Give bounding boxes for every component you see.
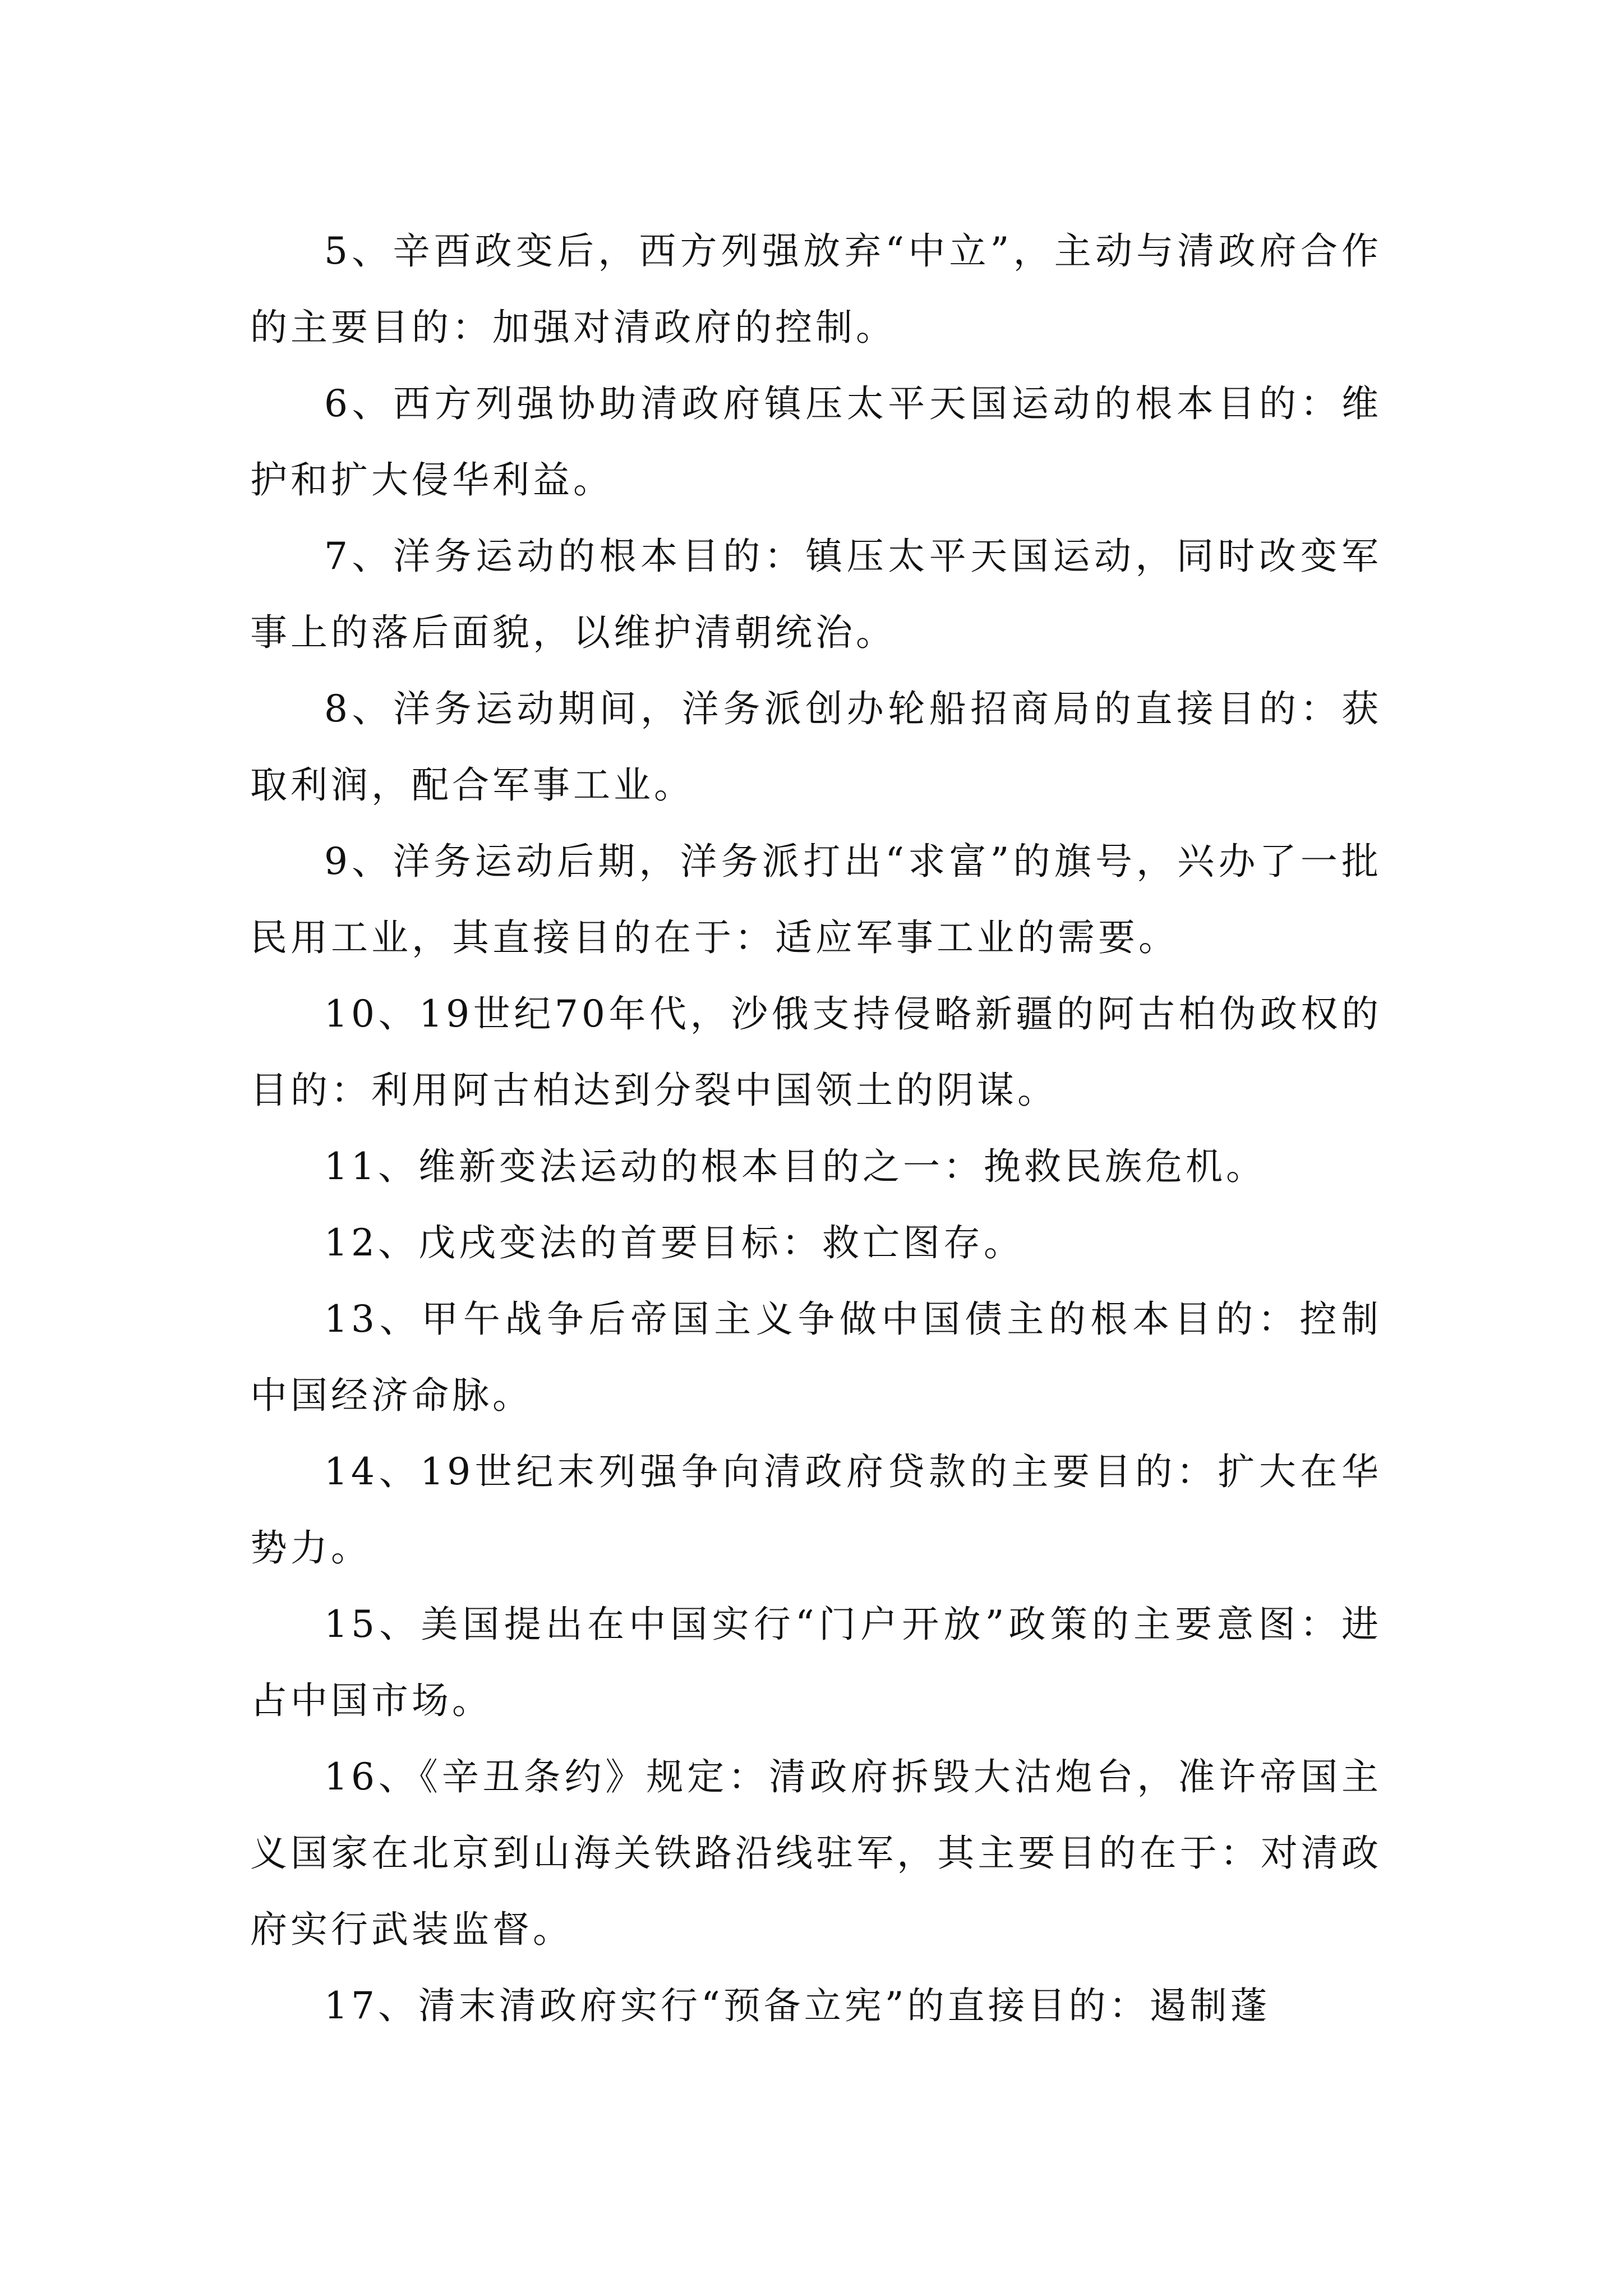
paragraph-5: 5、辛酉政变后，西方列强放弃“中立”，主动与清政府合作的主要目的：加强对清政府的控制。	[250, 229, 1382, 349]
paragraph-12: 12、戊戌变法的首要目标：救亡图存。	[324, 1221, 1024, 1264]
paragraph-16: 16、《辛丑条约》规定：清政府拆毁大沽炮台，准许帝国主义国家在北京到山海关铁路沿线驻军，其主要目的在于：对清政府实行武装监督。	[250, 1755, 1382, 1951]
paragraph-14: 14、19世纪末列强争向清政府贷款的主要目的：扩大在华势力。	[250, 1450, 1382, 1570]
paragraph-7: 7、洋务运动的根本目的：镇压太平天国运动，同时改变军事上的落后面貌，以维护清朝统治。	[250, 535, 1382, 654]
document-body	[250, 213, 1382, 2044]
paragraph-17: 17、清末清政府实行“预备立宪”的直接目的：遏制蓬	[324, 1984, 1271, 2027]
paragraph-11: 11、维新变法运动的根本目的之一：挽救民族危机。	[324, 1145, 1266, 1188]
paragraph-15: 15、美国提出在中国实行“门户开放”政策的主要意图：进占中国市场。	[250, 1603, 1382, 1722]
paragraph-9: 9、洋务运动后期，洋务派打出“求富”的旗号，兴办了一批民用工业，其直接目的在于：适应军事工业的需要。	[250, 840, 1382, 959]
paragraph-10: 10、19世纪70年代，沙俄支持侵略新疆的阿古柏伪政权的目的：利用阿古柏达到分裂中国领土的阴谋。	[250, 992, 1382, 1112]
paragraph-8: 8、洋务运动期间，洋务派创办轮船招商局的直接目的：获取利润，配合军事工业。	[250, 687, 1382, 807]
paragraph-6: 6、西方列强协助清政府镇压太平天国运动的根本目的：维护和扩大侵华利益。	[250, 382, 1382, 501]
paragraph-13: 13、甲午战争后帝国主义争做中国债主的根本目的：控制中国经济命脉。	[250, 1297, 1382, 1417]
